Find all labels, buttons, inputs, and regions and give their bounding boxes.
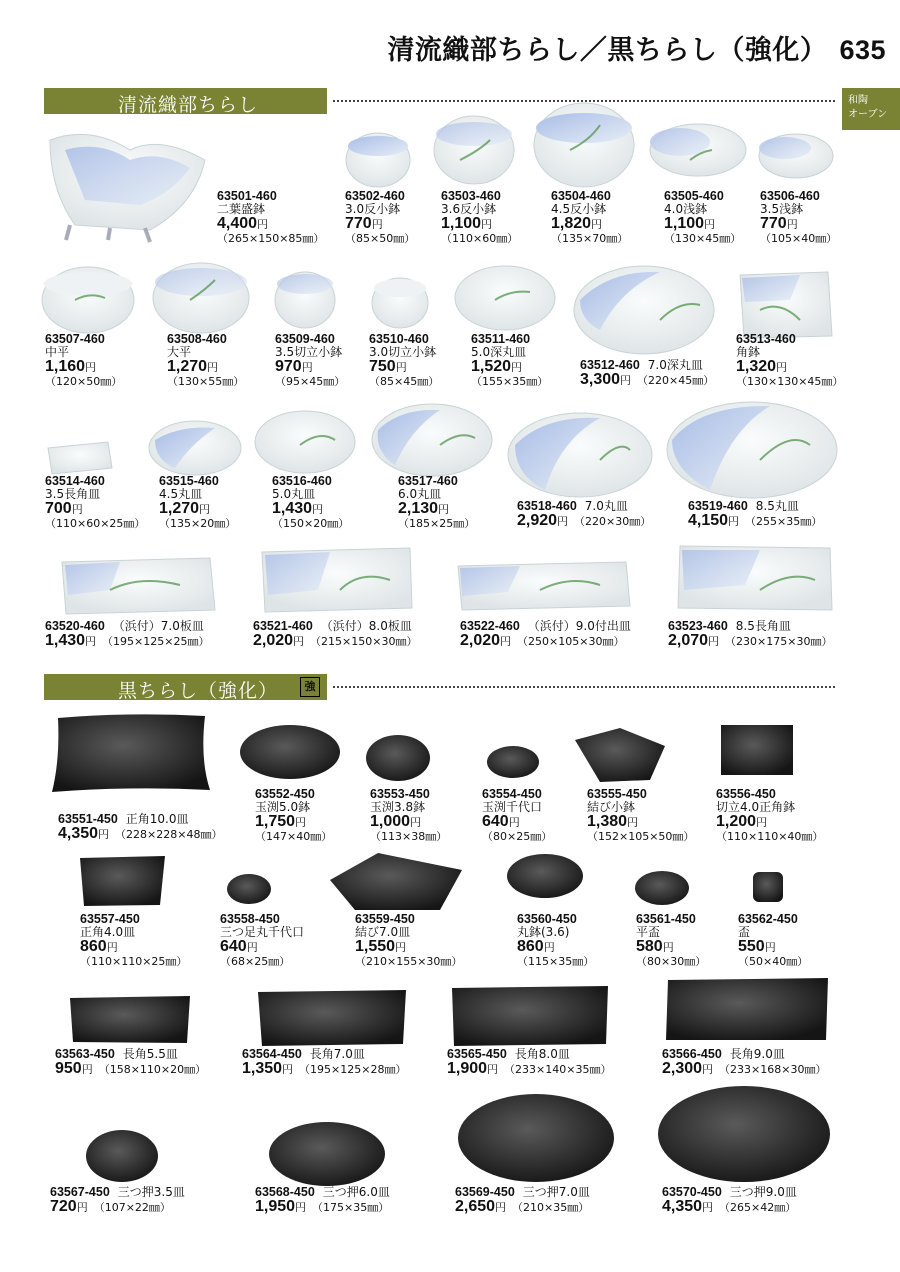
product-code: 63501-460 <box>217 189 277 203</box>
product-code: 63563-450 <box>55 1047 115 1061</box>
product-code: 63507-460 <box>45 332 105 346</box>
yen-unit: 円 <box>199 503 211 516</box>
product-price: 1,160 <box>45 358 86 375</box>
product-item[interactable] <box>517 913 594 968</box>
yen-unit: 円 <box>776 361 788 374</box>
product-item[interactable] <box>551 190 628 245</box>
product-name: 三つ押9.0皿 <box>729 1185 797 1199</box>
product-price: 770 <box>760 215 787 232</box>
product-size: （130×130×45㎜） <box>736 375 844 388</box>
product-price: 1,430 <box>45 632 86 649</box>
yen-unit: 円 <box>246 941 258 954</box>
product-item[interactable] <box>167 333 244 388</box>
product-size: （230×175×30㎜） <box>725 635 833 648</box>
product-item[interactable] <box>668 620 832 649</box>
product-name: 丸鉢(3.6) <box>517 925 570 939</box>
yen-unit: 円 <box>81 1063 93 1076</box>
product-name: 5.0深丸皿 <box>471 345 527 359</box>
yen-unit: 円 <box>511 361 523 374</box>
product-price: 2,650 <box>455 1198 496 1215</box>
product-item[interactable] <box>220 913 304 968</box>
product-size: （85×45㎜） <box>369 375 440 388</box>
product-code: 63560-450 <box>517 912 577 926</box>
product-price: 4,350 <box>662 1198 703 1215</box>
product-size: （113×38㎜） <box>370 830 448 843</box>
product-code: 63506-460 <box>760 189 820 203</box>
product-item[interactable] <box>587 788 694 843</box>
product-name: （浜付）8.0板皿 <box>320 619 412 633</box>
product-name: 7.0深丸皿 <box>647 358 703 372</box>
product-code: 63502-460 <box>345 189 405 203</box>
product-price: 1,270 <box>159 500 200 517</box>
yen-unit: 円 <box>301 361 313 374</box>
product-size: （147×40㎜） <box>255 830 333 843</box>
product-item[interactable] <box>455 1186 590 1215</box>
product-price: 860 <box>517 938 544 955</box>
yen-unit: 円 <box>627 816 639 829</box>
product-name: 4.5丸皿 <box>159 487 203 501</box>
product-name: 玉渕5.0鉢 <box>255 800 311 814</box>
yen-unit: 円 <box>76 1201 88 1214</box>
product-name: 玉渕3.8鉢 <box>370 800 426 814</box>
product-item[interactable] <box>45 475 145 530</box>
yen-unit: 円 <box>708 635 720 648</box>
product-item[interactable] <box>275 333 345 388</box>
product-code: 63551-450 <box>58 812 118 826</box>
product-size: （50×40㎜） <box>738 955 809 968</box>
product-name: （浜付）9.0付出皿 <box>527 619 631 633</box>
product-code: 63509-460 <box>275 332 335 346</box>
product-code: 63517-460 <box>398 474 458 488</box>
product-item[interactable] <box>159 475 236 530</box>
product-code: 63562-450 <box>738 912 798 926</box>
category-tab-line1: 和陶 <box>848 95 868 106</box>
product-size: （210×35㎜） <box>512 1201 590 1214</box>
product-name: 玉渕千代口 <box>482 800 543 814</box>
product-name: 盃 <box>738 925 751 939</box>
yen-unit: 円 <box>85 635 97 648</box>
product-price: 1,000 <box>370 813 411 830</box>
product-price: 1,950 <box>255 1198 296 1215</box>
product-price: 1,380 <box>587 813 628 830</box>
product-item[interactable] <box>45 620 209 649</box>
product-code: 63555-450 <box>587 787 647 801</box>
product-item[interactable] <box>662 1186 797 1215</box>
product-code: 63567-450 <box>50 1185 110 1199</box>
product-price: 860 <box>80 938 107 955</box>
product-price: 2,300 <box>662 1060 703 1077</box>
product-name: 6.0丸皿 <box>398 487 442 501</box>
product-code: 63508-460 <box>167 332 227 346</box>
product-size: （115×35㎜） <box>517 955 595 968</box>
product-item[interactable] <box>255 1186 390 1215</box>
product-item[interactable] <box>345 190 415 245</box>
product-item[interactable] <box>45 333 122 388</box>
product-price: 1,430 <box>272 500 313 517</box>
product-size: （220×45㎜） <box>637 374 715 387</box>
product-item[interactable] <box>760 190 837 245</box>
product-price: 2,130 <box>398 500 439 517</box>
product-name: 4.0浅鉢 <box>664 202 708 216</box>
yen-unit: 円 <box>764 941 776 954</box>
product-price: 550 <box>738 938 765 955</box>
product-price: 2,020 <box>253 632 294 649</box>
yen-unit: 円 <box>704 218 716 231</box>
product-item[interactable] <box>217 190 324 245</box>
product-price: 1,520 <box>471 358 512 375</box>
product-name: 長角8.0皿 <box>514 1047 570 1061</box>
product-code: 63564-450 <box>242 1047 302 1061</box>
product-price: 1,200 <box>716 813 757 830</box>
product-code: 63510-460 <box>369 332 429 346</box>
product-code: 63512-460 <box>580 358 640 372</box>
yen-unit: 円 <box>395 361 407 374</box>
yen-unit: 円 <box>282 1063 294 1076</box>
product-price: 4,350 <box>58 825 99 842</box>
product-size: （110×110×40㎜） <box>716 830 824 843</box>
product-item[interactable] <box>636 913 706 968</box>
product-price: 2,020 <box>460 632 501 649</box>
yen-unit: 円 <box>106 941 118 954</box>
product-size: （130×55㎜） <box>167 375 245 388</box>
yen-unit: 円 <box>371 218 383 231</box>
product-name: 長角7.0皿 <box>309 1047 365 1061</box>
product-name: 結び7.0皿 <box>355 925 411 939</box>
product-price: 1,900 <box>447 1060 488 1077</box>
product-code: 63513-460 <box>736 332 796 346</box>
product-item[interactable] <box>736 333 843 388</box>
product-item[interactable] <box>58 813 222 842</box>
page-number: 635 <box>839 35 886 65</box>
product-price: 1,820 <box>551 215 592 232</box>
product-price: 1,270 <box>167 358 208 375</box>
product-name: 大平 <box>167 345 192 359</box>
yen-unit: 円 <box>591 218 603 231</box>
product-code: 63557-450 <box>80 912 140 926</box>
product-code: 63516-460 <box>272 474 332 488</box>
product-item[interactable] <box>662 1048 826 1077</box>
product-code: 63519-460 <box>688 499 748 513</box>
product-code: 63522-460 <box>460 619 520 633</box>
product-code: 63505-460 <box>664 189 724 203</box>
product-size: （95×45㎜） <box>275 375 346 388</box>
product-code: 63570-450 <box>662 1185 722 1199</box>
product-item[interactable] <box>272 475 349 530</box>
product-code: 63569-450 <box>455 1185 515 1199</box>
yen-unit: 円 <box>543 941 555 954</box>
product-price: 4,400 <box>217 215 258 232</box>
yen-unit: 円 <box>257 218 269 231</box>
product-name: 三つ押6.0皿 <box>322 1185 390 1199</box>
product-item[interactable] <box>80 913 187 968</box>
product-size: （185×25㎜） <box>398 517 476 530</box>
product-code: 63561-450 <box>636 912 696 926</box>
product-size: （233×168×30㎜） <box>719 1063 827 1076</box>
yen-unit: 円 <box>557 515 569 528</box>
product-name: 長角9.0皿 <box>729 1047 785 1061</box>
product-item[interactable] <box>517 500 651 529</box>
yen-unit: 円 <box>85 361 97 374</box>
product-code: 63504-460 <box>551 189 611 203</box>
product-name: 正角10.0皿 <box>125 812 189 826</box>
product-name: 長角5.5皿 <box>122 1047 178 1061</box>
product-name: 切立4.0正角鉢 <box>716 800 796 814</box>
yen-unit: 円 <box>500 635 512 648</box>
product-item[interactable] <box>664 190 741 245</box>
product-size: （228×228×48㎜） <box>115 828 223 841</box>
product-size: （250×105×30㎜） <box>517 635 625 648</box>
product-price: 2,070 <box>668 632 709 649</box>
product-item[interactable] <box>55 1048 206 1077</box>
product-name: 3.0反小鉢 <box>345 202 401 216</box>
yen-unit: 円 <box>71 503 83 516</box>
product-name: 平盃 <box>636 925 661 939</box>
product-code: 63503-460 <box>441 189 501 203</box>
product-name: 3.5長角皿 <box>45 487 101 501</box>
yen-unit: 円 <box>702 1063 714 1076</box>
yen-unit: 円 <box>438 503 450 516</box>
product-code: 63515-460 <box>159 474 219 488</box>
product-name: 3.5切立小鉢 <box>275 345 343 359</box>
product-size: （195×125×25㎜） <box>102 635 210 648</box>
yen-unit: 円 <box>662 941 674 954</box>
product-size: （195×125×28㎜） <box>299 1063 407 1076</box>
product-name: 3.5浅鉢 <box>760 202 804 216</box>
product-size: （120×50㎜） <box>45 375 123 388</box>
product-code: 63521-460 <box>253 619 313 633</box>
product-size: （68×25㎜） <box>220 955 291 968</box>
product-item[interactable] <box>355 913 462 968</box>
product-code: 63565-450 <box>447 1047 507 1061</box>
yen-unit: 円 <box>487 1063 499 1076</box>
product-size: （150×20㎜） <box>272 517 350 530</box>
product-item[interactable] <box>482 788 552 843</box>
product-name: 3.0切立小鉢 <box>369 345 437 359</box>
product-price: 950 <box>55 1060 82 1077</box>
product-name: 二葉盛鉢 <box>217 202 266 216</box>
product-size: （155×35㎜） <box>471 375 549 388</box>
product-price: 1,750 <box>255 813 296 830</box>
product-price: 2,920 <box>517 512 558 529</box>
yen-unit: 円 <box>786 218 798 231</box>
product-size: （110×60㎜） <box>441 232 519 245</box>
product-item[interactable] <box>688 500 822 529</box>
product-item[interactable] <box>738 913 808 968</box>
product-size: （152×105×50㎜） <box>587 830 695 843</box>
product-size: （110×110×25㎜） <box>80 955 188 968</box>
product-price: 1,350 <box>242 1060 283 1077</box>
product-price: 720 <box>50 1198 77 1215</box>
product-item[interactable] <box>370 788 447 843</box>
yen-unit: 円 <box>620 374 632 387</box>
yen-unit: 円 <box>207 361 219 374</box>
yen-unit: 円 <box>293 635 305 648</box>
product-item[interactable] <box>460 620 631 649</box>
product-code: 63518-460 <box>517 499 577 513</box>
product-name: 5.0丸皿 <box>272 487 316 501</box>
product-size: （80×30㎜） <box>636 955 707 968</box>
category-tab-line2: オーブン <box>848 109 888 120</box>
product-code: 63559-450 <box>355 912 415 926</box>
product-price: 640 <box>220 938 247 955</box>
product-size: （158×110×20㎜） <box>98 1063 207 1076</box>
product-size: （105×40㎜） <box>760 232 838 245</box>
product-size: （220×30㎜） <box>574 515 652 528</box>
product-name: 三つ押7.0皿 <box>522 1185 590 1199</box>
product-size: （175×35㎜） <box>312 1201 390 1214</box>
section-title: 黒ちらし（強化） <box>118 680 279 702</box>
product-size: （255×35㎜） <box>745 515 823 528</box>
reinforced-badge: 強 <box>300 677 320 697</box>
product-item[interactable] <box>471 333 548 388</box>
product-price: 1,100 <box>664 215 705 232</box>
product-code: 63511-460 <box>471 332 531 346</box>
product-size: （110×60×25㎜） <box>45 517 146 530</box>
product-size: （130×45㎜） <box>664 232 742 245</box>
yen-unit: 円 <box>395 941 407 954</box>
product-item[interactable] <box>255 788 332 843</box>
product-size: （215×150×30㎜） <box>310 635 418 648</box>
product-code: 63523-460 <box>668 619 728 633</box>
product-item[interactable] <box>242 1048 406 1077</box>
product-size: （265×150×85㎜） <box>217 232 325 245</box>
product-name: 中平 <box>45 345 70 359</box>
product-code: 63554-450 <box>482 787 542 801</box>
yen-unit: 円 <box>295 1201 307 1214</box>
yen-unit: 円 <box>98 828 110 841</box>
product-code: 63556-450 <box>716 787 776 801</box>
product-code: 63558-450 <box>220 912 280 926</box>
yen-unit: 円 <box>295 816 307 829</box>
yen-unit: 円 <box>756 816 768 829</box>
product-name: 角鉢 <box>736 345 761 359</box>
seiryu-photos <box>42 103 837 614</box>
product-price: 1,100 <box>441 215 482 232</box>
product-item[interactable] <box>398 475 475 530</box>
product-price: 750 <box>369 358 396 375</box>
product-name: 三つ押3.5皿 <box>117 1185 185 1199</box>
yen-unit: 円 <box>481 218 493 231</box>
yen-unit: 円 <box>728 515 740 528</box>
product-code: 63514-460 <box>45 474 105 488</box>
product-code: 63553-450 <box>370 787 430 801</box>
product-price: 970 <box>275 358 302 375</box>
product-item[interactable] <box>447 1048 611 1077</box>
product-price: 640 <box>482 813 509 830</box>
product-price: 770 <box>345 215 372 232</box>
product-item[interactable] <box>253 620 417 649</box>
product-name: 三つ足丸千代口 <box>220 925 305 939</box>
product-price: 1,550 <box>355 938 396 955</box>
product-item[interactable] <box>441 190 518 245</box>
product-code: 63552-450 <box>255 787 315 801</box>
product-size: （107×22㎜） <box>93 1201 171 1214</box>
yen-unit: 円 <box>312 503 324 516</box>
product-item[interactable] <box>369 333 439 388</box>
product-size: （80×25㎜） <box>482 830 553 843</box>
product-size: （233×140×35㎜） <box>504 1063 612 1076</box>
product-size: （85×50㎜） <box>345 232 416 245</box>
product-name: 4.5反小鉢 <box>551 202 607 216</box>
product-code: 63520-460 <box>45 619 105 633</box>
product-size: （210×155×30㎜） <box>355 955 463 968</box>
product-name: （浜付）7.0板皿 <box>112 619 204 633</box>
yen-unit: 円 <box>495 1201 507 1214</box>
product-name: 正角4.0皿 <box>80 925 136 939</box>
product-code: 63566-450 <box>662 1047 722 1061</box>
product-price: 3,300 <box>580 371 621 388</box>
section-title: 清流織部ちらし <box>118 94 259 116</box>
yen-unit: 円 <box>702 1201 714 1214</box>
yen-unit: 円 <box>508 816 520 829</box>
product-name: 8.5丸皿 <box>755 499 799 513</box>
product-item[interactable] <box>50 1186 185 1215</box>
product-item[interactable] <box>580 359 714 388</box>
product-item[interactable] <box>716 788 823 843</box>
product-name: 7.0丸皿 <box>584 499 628 513</box>
product-name: 結び小鉢 <box>587 800 636 814</box>
product-price: 580 <box>636 938 663 955</box>
product-price: 1,320 <box>736 358 777 375</box>
product-code: 63568-450 <box>255 1185 315 1199</box>
product-size: （135×70㎜） <box>551 232 629 245</box>
page-title-text: 清流織部ちらし／黒ちらし（強化） <box>387 35 828 66</box>
product-name: 8.5長角皿 <box>735 619 791 633</box>
product-price: 4,150 <box>688 512 729 529</box>
yen-unit: 円 <box>410 816 422 829</box>
product-price: 700 <box>45 500 72 517</box>
product-name: 3.6反小鉢 <box>441 202 497 216</box>
product-size: （135×20㎜） <box>159 517 237 530</box>
product-size: （265×42㎜） <box>719 1201 797 1214</box>
